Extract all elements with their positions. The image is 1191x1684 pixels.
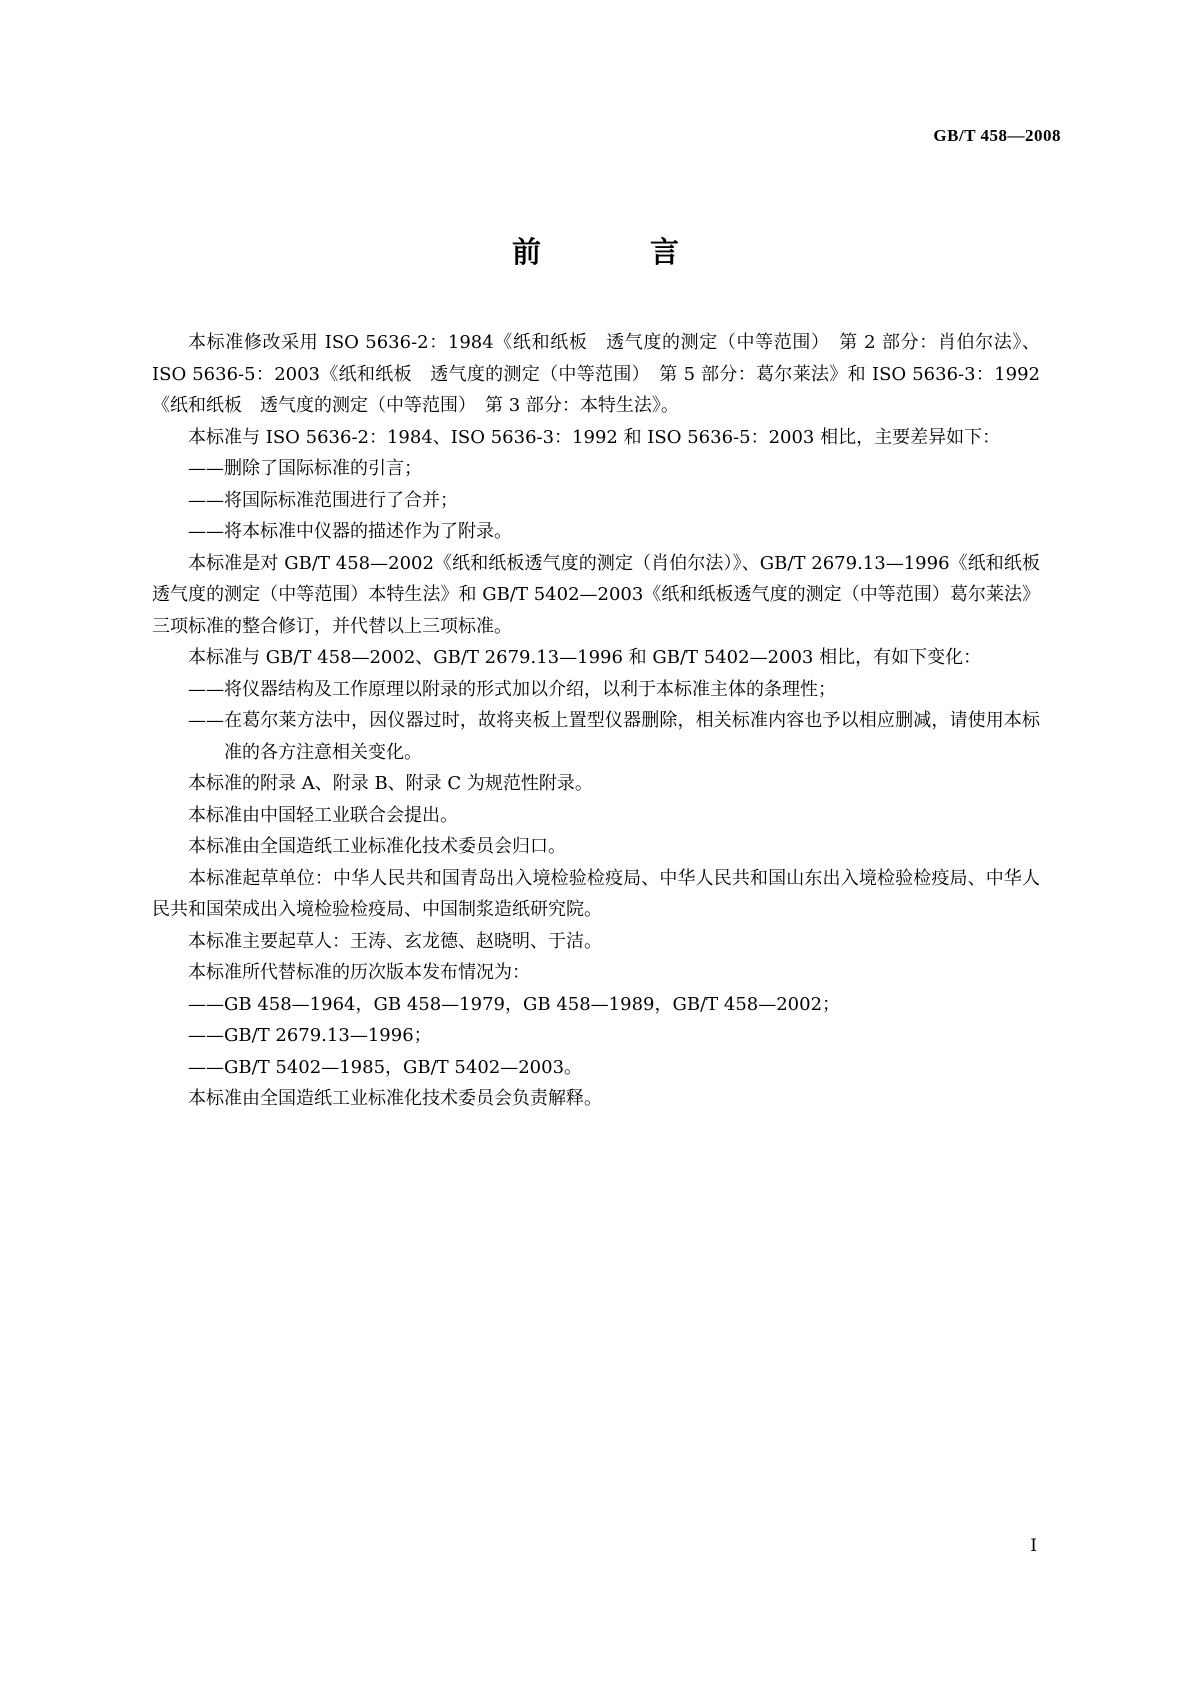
- page-title: 前 言: [511, 235, 719, 269]
- list-item: ——删除了国际标准的引言；: [188, 458, 422, 479]
- list-item: ——GB/T 5402—1985，GB/T 5402—2003。: [188, 1056, 583, 1078]
- list-item: ——在葛尔莱方法中，因仪器过时，故将夹板上置型仪器删除，相关标准内容也予以相应删减，请使用本标准的各方注意相关变化。: [188, 710, 1040, 763]
- list-item: ——GB/T 2679.13—1996；: [188, 1025, 432, 1046]
- paragraph: 本标准起草单位：中华人民共和国青岛出入境检验检疫局、中华人民共和国山东出入境检验检疫局、中华人民共和国荣成出入境检验检疫局、中国制浆造纸研究院。: [152, 867, 1040, 920]
- list-item: ——将仪器结构及工作原理以附录的形式加以介绍，以利于本标准主体的条理性；: [188, 678, 836, 700]
- paragraph: 本标准修改采用 ISO 5636-2：1984《纸和纸板 透气度的测定（中等范围） 第 2 部分：肖伯尔法》、ISO 5636-5：2003《纸和纸板 透气度的测定（中等范围） 第 5 部分：葛尔莱法》和 ISO 5636-3：1992《纸和纸板 透气度的测定（中等范围） 第 3 部分：本特生法》。: [152, 332, 1040, 416]
- standard-code: GB/T 458—2008: [933, 126, 1061, 145]
- paragraph: 本标准所代替标准的历次版本发布情况为：: [188, 962, 530, 983]
- paragraph: 本标准由全国造纸工业标准化技术委员会负责解释。: [188, 1088, 602, 1109]
- paragraph: 本标准与 ISO 5636-2：1984、ISO 5636-3：1992 和 ISO 5636-5：2003 相比，主要差异如下：: [188, 426, 1001, 448]
- list-item: ——GB 458—1964，GB 458—1979，GB 458—1989，GB/T 458—2002；: [188, 993, 841, 1015]
- list-item: ——将本标准中仪器的描述作为了附录。: [188, 521, 512, 542]
- paragraph: 本标准与 GB/T 458—2002、GB/T 2679.13—1996 和 GB/T 5402—2003 相比，有如下变化：: [188, 647, 982, 668]
- paragraph: 本标准的附录 A、附录 B、附录 C 为规范性附录。: [188, 773, 593, 794]
- paragraph: 本标准由全国造纸工业标准化技术委员会归口。: [188, 836, 566, 857]
- paragraph: 本标准是对 GB/T 458—2002《纸和纸板透气度的测定（肖伯尔法）》、GB/T 2679.13—1996《纸和纸板透气度的测定（中等范围）本特生法》和 GB/T 5402—2003《纸和纸板透气度的测定（中等范围）葛尔莱法》三项标准的整合修订，并代替以上三项标准。: [152, 552, 1040, 637]
- preface-body: [152, 327, 1040, 1115]
- page-number: Ⅰ: [1030, 1536, 1037, 1555]
- paragraph: 本标准主要起草人：王涛、玄龙德、赵晓明、于洁。: [188, 930, 602, 952]
- paragraph: 本标准由中国轻工业联合会提出。: [188, 804, 458, 826]
- list-item: ——将国际标准范围进行了合并；: [188, 489, 458, 511]
